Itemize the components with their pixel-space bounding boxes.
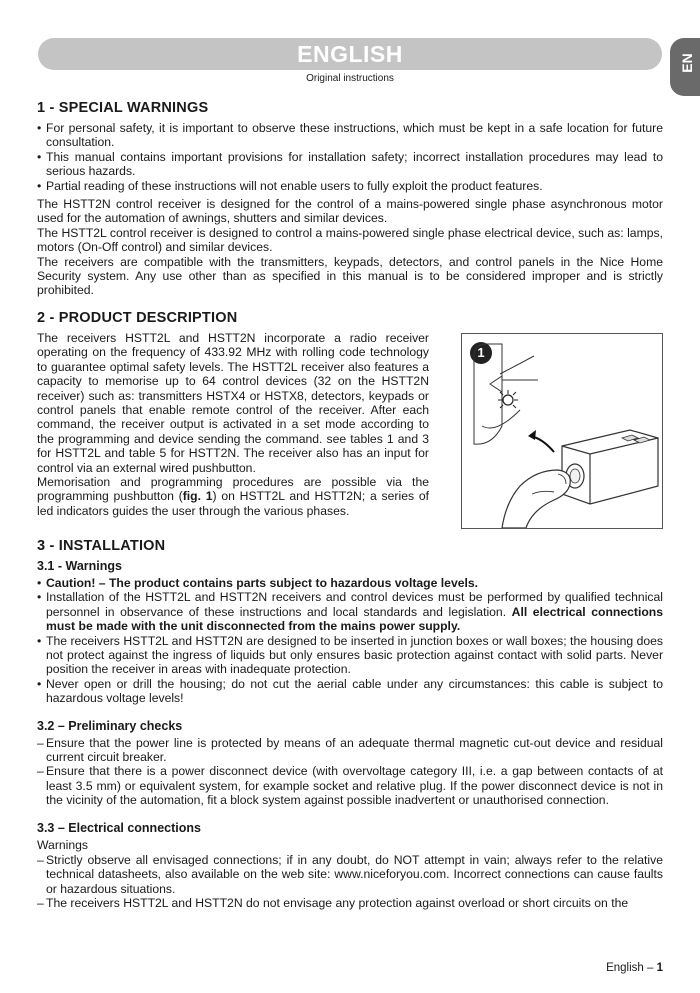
product-description-block: [37, 331, 663, 529]
paragraph: [37, 475, 429, 518]
page-footer: [606, 962, 663, 974]
list-item: – Strictly observe all envisaged connections; if in any doubt, do NOT attempt in vain; always refer to the relative technical datasheets, also available on the web site: www.niceforyou.com. Incorrect connections can cause faults or hazardous situations.: [37, 853, 663, 896]
subsection-heading-warnings: 3.1 - Warnings: [37, 558, 122, 573]
bold-warning: Caution! – The product contains parts subject to hazardous voltage levels.: [46, 575, 479, 590]
list-item: – Ensure that the power line is protected by means of an adequate thermal magnetic cut-out device and residual current circuit breaker.: [37, 736, 663, 765]
subsection-heading-electrical-connections: 3.3 – Electrical connections: [37, 820, 201, 835]
paragraph: The HSTT2L control receiver is designed to control a mains-powered single phase electrical device, such as: lamps, motors (On-Off control) and similar devices.: [37, 225, 663, 255]
language-tab[interactable]: [670, 38, 700, 96]
section-heading-installation: 3 - INSTALLATION: [37, 537, 166, 554]
figure-number-badge: 1: [470, 342, 492, 364]
text-run: ) on HSTT2L and HSTT2N; a series of led indicators guides the user through the various phases.: [37, 489, 429, 518]
paragraph: The receivers HSTT2L and HSTT2N incorporate a radio receiver operating on the frequency of 433.92 MHz with rolling code technology to guarantee optimal safety levels. The HSTT2L receiver also features a capacity to memorise up to 64 control devices (32 on the HSTT2N receiver) such as: transmitters HSTX4 or HSTX8, detectors, keypads or control panels that enable remote control of the receiver. After each command, the receiver output is activated in a set mode according to the programming and device sending the command. see tables 1 and 3 for HSTT2L and table 5 for HSTT2N. The receiver also has an input for control via an external wired pushbutton.: [37, 330, 429, 475]
footer-label: English –: [606, 962, 657, 974]
receiver-pushbutton-illustration: [462, 334, 662, 528]
page-content: [37, 100, 663, 915]
list-item: • Never open or drill the housing; do not cut the aerial cable under any circumstances: this cable is subject to hazardous voltage levels!: [37, 677, 663, 706]
page-number: 1: [656, 962, 663, 974]
warnings-subheading: Warnings: [37, 837, 89, 852]
list-item: • Partial reading of these instructions will not enable users to fully exploit the product features.: [37, 179, 663, 193]
list-item: [37, 576, 663, 590]
list-item: – Ensure that there is a power disconnect device (with overvoltage category III, i.e. a gap between contacts of at least 3.5 mm) or equivalent system, for example socket and relative plug. If the power disconnect device is not in the vicinity of the automation, fit a block system against possible inadvertent or unauthorised connection.: [37, 764, 663, 807]
preliminary-checks-list: [37, 736, 663, 808]
bold-warning: All electrical connections must be made with the unit disconnected from the mains power supply.: [46, 604, 663, 634]
paragraph: The receivers are compatible with the transmitters, keypads, detectors, and control panels in the Nice Home Security system. Any use other than as specified in this manual is to be considered improper and is strictly prohibited.: [37, 254, 663, 298]
text-run: Installation of the HSTT2L and HSTT2N receivers and control devices must be performed by qualified technical personnel in observance of these instructions and local standards and legislation.: [46, 590, 663, 619]
language-tab-label: EN: [679, 53, 695, 73]
section-heading-product-description: 2 - PRODUCT DESCRIPTION: [37, 309, 238, 326]
figure-1: [461, 333, 663, 529]
subsection-heading-preliminary-checks: 3.2 – Preliminary checks: [37, 718, 183, 733]
electrical-connections-list: [37, 853, 663, 911]
list-item: [37, 590, 663, 633]
list-item: • The receivers HSTT2L and HSTT2N are designed to be inserted in junction boxes or wall boxes; the housing does not protect against the ingress of liquids but only ensures basic protection against contact with solid parts. Never position the receiver in areas with inadequate protection.: [37, 634, 663, 677]
paragraph: The HSTT2N control receiver is designed for the control of a mains-powered single phase asynchronous motor used for the automation of awnings, shutters and similar devices.: [37, 197, 663, 226]
list-item: • This manual contains important provisions for installation safety; incorrect installation procedures may lead to serious hazards.: [37, 150, 663, 179]
language-banner: [38, 38, 662, 70]
installation-warnings-list: [37, 576, 663, 706]
language-title: ENGLISH: [297, 40, 403, 67]
document-subtitle: Original instructions: [306, 73, 394, 84]
figure-reference: fig. 1: [182, 489, 213, 504]
text-run: Memorisation and programming procedures are possible via the programming pushbutton (: [37, 474, 429, 504]
list-item: • For personal safety, it is important to observe these instructions, which must be kept in a safe location for future consultation.: [37, 121, 663, 150]
special-warnings-list: [37, 121, 663, 193]
section-heading-special-warnings: 1 - SPECIAL WARNINGS: [37, 100, 209, 116]
list-item: – The receivers HSTT2L and HSTT2N do not envisage any protection against overload or short circuits on the: [37, 896, 663, 910]
